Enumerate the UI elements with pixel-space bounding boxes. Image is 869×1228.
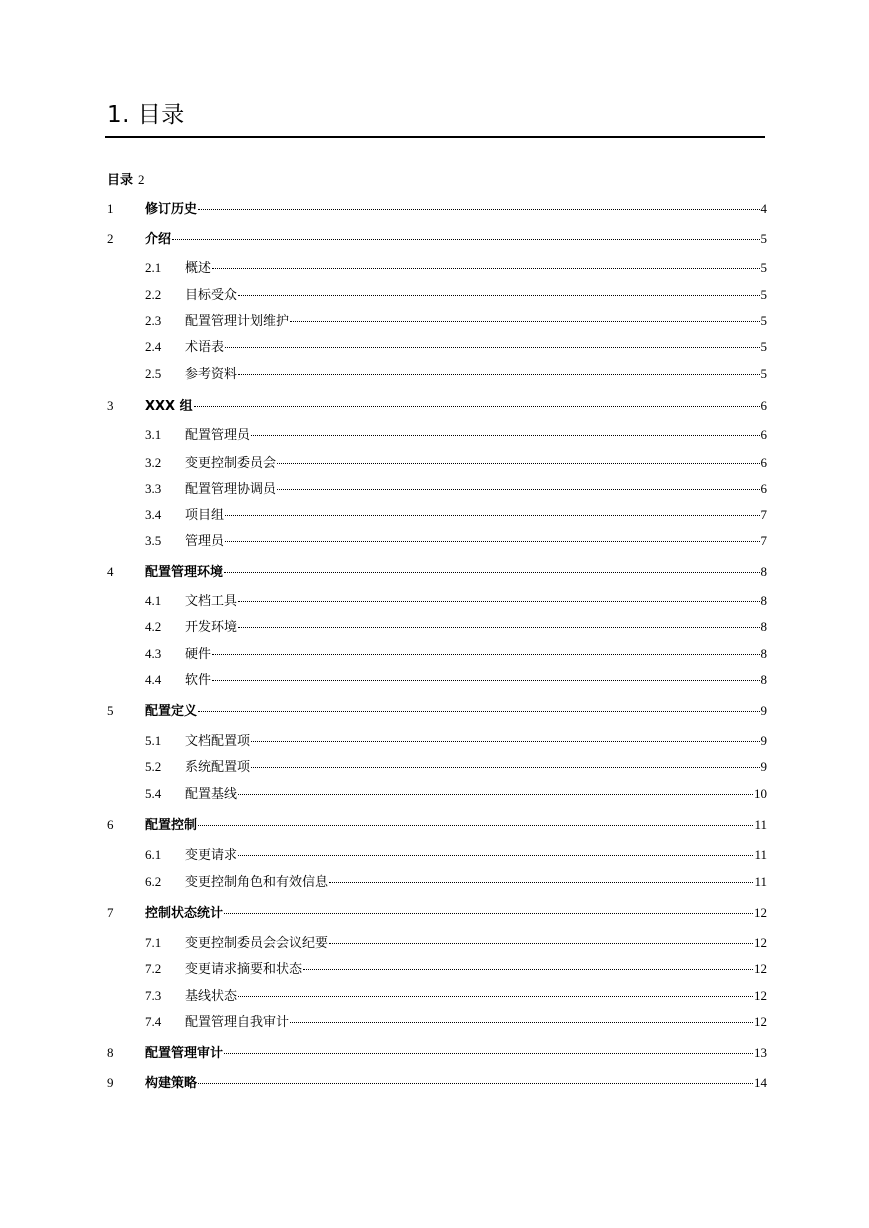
toc-entry-number: 4.2 (145, 619, 162, 634)
dot-leader (329, 939, 753, 944)
heading-rule (105, 136, 765, 138)
toc-entry-page: 5 (760, 287, 767, 302)
toc-entry-page: 9 (760, 733, 767, 748)
toc-entry-title: 变更控制委员会 (185, 456, 277, 471)
toc-entry-number: 2.3 (145, 313, 162, 328)
toc-entry-page: 9 (760, 703, 767, 718)
dot-leader (238, 597, 759, 602)
dot-leader (290, 317, 759, 322)
toc-entry-page: 7 (760, 507, 767, 522)
toc-entry-number: 8 (107, 1045, 114, 1060)
dot-leader (212, 676, 759, 681)
dot-leader (212, 264, 759, 269)
toc-entry-number: 7.1 (145, 935, 162, 950)
toc-entry[interactable] (145, 258, 767, 278)
toc-entry[interactable] (145, 337, 767, 357)
dot-leader (303, 965, 753, 970)
toc-entry-title: 术语表 (185, 340, 225, 355)
toc-entry-number: 5.4 (145, 786, 162, 801)
toc-entry[interactable] (145, 285, 767, 305)
dot-leader (194, 402, 760, 407)
toc-entry[interactable] (107, 562, 767, 582)
toc-entry-title: 系统配置项 (185, 760, 251, 775)
toc-entry-number: 4.1 (145, 593, 162, 608)
toc-entry-page: 9 (760, 759, 767, 774)
toc-entry-page: 14 (754, 1075, 767, 1090)
toc-entry-number: 2 (107, 231, 114, 246)
toc-entry-number: 2.5 (145, 366, 162, 381)
dot-leader (224, 568, 759, 573)
toc-entry-title: 软件 (185, 673, 212, 688)
dot-leader (329, 878, 753, 883)
dot-leader (238, 291, 759, 296)
toc-entry-page: 8 (760, 593, 767, 608)
dot-leader (225, 343, 759, 348)
toc-entry-number: 6.1 (145, 847, 162, 862)
toc-entry-page: 8 (760, 672, 767, 687)
toc-entry[interactable] (145, 311, 767, 331)
toc-entry-title: 修订历史 (145, 202, 198, 217)
toc-entry-page: 12 (754, 935, 767, 950)
toc-entry-page: 12 (754, 961, 767, 976)
toc-entry-number: 4 (107, 564, 114, 579)
toc-entry[interactable] (145, 644, 767, 664)
toc-entry-page: 5 (760, 339, 767, 354)
toc-entry-page: 6 (760, 427, 767, 442)
toc-entry-page: 6 (760, 455, 767, 470)
toc-entry[interactable] (145, 617, 767, 637)
toc-entry[interactable] (107, 1073, 767, 1093)
toc-entry-title: 配置管理审计 (145, 1046, 224, 1061)
toc-entry[interactable] (107, 1043, 767, 1063)
toc-entry-page: 4 (760, 201, 767, 216)
toc-caption-page: 2 (138, 172, 145, 187)
toc-entry-page: 12 (754, 988, 767, 1003)
toc-entry[interactable] (145, 731, 767, 751)
toc-entry-title: 基线状态 (185, 989, 238, 1004)
toc-entry-number: 4.4 (145, 672, 162, 687)
toc-entry-page: 11 (754, 874, 767, 889)
toc-entry[interactable] (107, 701, 767, 721)
toc-entry[interactable] (107, 229, 767, 249)
toc-entry-page: 8 (760, 564, 767, 579)
toc-entry[interactable] (107, 815, 767, 835)
toc-entry-number: 7.4 (145, 1014, 162, 1029)
toc-entry[interactable] (145, 959, 767, 979)
toc-entry[interactable] (107, 903, 767, 923)
toc-entry-title: 配置管理协调员 (185, 482, 277, 497)
toc-entry[interactable] (145, 531, 767, 551)
toc-entry[interactable] (145, 1012, 767, 1032)
toc-entry-number: 3.2 (145, 455, 162, 470)
dot-leader (277, 485, 759, 490)
toc-entry-title: 变更控制角色和有效信息 (185, 875, 329, 890)
toc-entry-page: 5 (760, 313, 767, 328)
dot-leader (172, 235, 759, 240)
toc-entry-number: 7 (107, 905, 114, 920)
toc-entry-number: 7.3 (145, 988, 162, 1003)
toc-entry-page: 11 (754, 817, 767, 832)
dot-leader (212, 650, 759, 655)
toc-entry-title: 配置定义 (145, 704, 198, 719)
dot-leader (238, 370, 759, 375)
toc-entry-title: 配置控制 (145, 818, 198, 833)
toc-entry-page: 6 (760, 398, 767, 413)
toc-entry-title: 变更控制委员会会议纪要 (185, 936, 329, 951)
toc-entry-title: 变更请求 (185, 848, 238, 863)
toc-entry-number: 6.2 (145, 874, 162, 889)
toc-entry-title: 变更请求摘要和状态 (185, 962, 303, 977)
toc-entry-page: 5 (760, 260, 767, 275)
toc-entry[interactable] (145, 453, 767, 473)
toc-entry-title: 配置基线 (185, 787, 238, 802)
toc-entry-title: 项目组 (185, 508, 225, 523)
toc-entry-number: 5 (107, 703, 114, 718)
toc-entry-title: XXX 组 (145, 399, 193, 414)
dot-leader (251, 431, 759, 436)
toc-entry[interactable] (145, 670, 767, 690)
dot-leader (225, 537, 759, 542)
toc-entry-title: 管理员 (185, 534, 225, 549)
toc-entry[interactable] (145, 591, 767, 611)
dot-leader (198, 821, 753, 826)
toc-entry-page: 7 (760, 533, 767, 548)
dot-leader (198, 1079, 753, 1084)
dot-leader (224, 1049, 753, 1054)
toc-caption (107, 169, 145, 188)
toc-entry-number: 4.3 (145, 646, 162, 661)
toc-entry-title: 配置管理环境 (145, 565, 224, 580)
toc-entry[interactable] (145, 872, 767, 892)
dot-leader (251, 737, 759, 742)
dot-leader (238, 851, 753, 856)
toc-entry-number: 3.1 (145, 427, 162, 442)
toc-entry-number: 3.4 (145, 507, 162, 522)
toc-entry[interactable] (145, 505, 767, 525)
toc-entry-page: 8 (760, 646, 767, 661)
toc-entry[interactable] (145, 845, 767, 865)
toc-entry[interactable] (107, 396, 767, 416)
toc-entry-number: 2.2 (145, 287, 162, 302)
toc-entry-title: 构建策略 (145, 1076, 198, 1091)
toc-entry[interactable] (145, 784, 767, 804)
toc-entry-number: 3 (107, 398, 114, 413)
toc-entry-page: 12 (754, 905, 767, 920)
toc-entry-title: 配置管理员 (185, 428, 251, 443)
toc-entry[interactable] (107, 199, 767, 219)
toc-entry-page: 10 (754, 786, 767, 801)
toc-entry[interactable] (145, 757, 767, 777)
heading-title: 目录 (137, 102, 185, 128)
toc-entry[interactable] (145, 364, 767, 384)
toc-entry-number: 2.4 (145, 339, 162, 354)
toc-entry-title: 硬件 (185, 647, 212, 662)
dot-leader (238, 992, 753, 997)
toc-entry-page: 11 (754, 847, 767, 862)
toc-entry-number: 9 (107, 1075, 114, 1090)
toc-entry[interactable] (145, 986, 767, 1006)
toc-entry[interactable] (145, 479, 767, 499)
dot-leader (238, 790, 753, 795)
dot-leader (225, 511, 759, 516)
toc-entry-title: 配置管理自我审计 (185, 1015, 290, 1030)
toc-entry-title: 文档工具 (185, 594, 238, 609)
toc-entry-page: 5 (760, 231, 767, 246)
toc-entry-number: 5.1 (145, 733, 162, 748)
toc-entry-number: 3.3 (145, 481, 162, 496)
toc-entry-page: 8 (760, 619, 767, 634)
toc-entry-number: 1 (107, 201, 114, 216)
dot-leader (277, 459, 759, 464)
toc-entry-number: 7.2 (145, 961, 162, 976)
dot-leader (198, 205, 759, 210)
dot-leader (290, 1018, 753, 1023)
dot-leader (238, 623, 759, 628)
toc-entry-number: 3.5 (145, 533, 162, 548)
toc-entry-page: 13 (754, 1045, 767, 1060)
page-heading (107, 96, 185, 129)
dot-leader (224, 909, 753, 914)
toc-entry-page: 12 (754, 1014, 767, 1029)
toc-entry-title: 概述 (185, 261, 212, 276)
toc-entry-title: 参考资料 (185, 367, 238, 382)
toc-entry-title: 介绍 (145, 232, 172, 247)
toc-entry-number: 5.2 (145, 759, 162, 774)
toc-entry-number: 6 (107, 817, 114, 832)
toc-entry-title: 开发环境 (185, 620, 238, 635)
toc-entry-title: 控制状态统计 (145, 906, 224, 921)
toc-entry-number: 2.1 (145, 260, 162, 275)
toc-entry[interactable] (145, 425, 767, 445)
dot-leader (198, 707, 759, 712)
toc-entry-title: 配置管理计划维护 (185, 314, 290, 329)
toc-entry-page: 5 (760, 366, 767, 381)
toc-entry-page: 6 (760, 481, 767, 496)
toc-entry[interactable] (145, 933, 767, 953)
toc-caption-label: 目录 (107, 173, 134, 188)
dot-leader (251, 763, 759, 768)
toc-entry-title: 文档配置项 (185, 734, 251, 749)
toc-entry-title: 目标受众 (185, 288, 238, 303)
heading-number: 1. (107, 102, 130, 128)
